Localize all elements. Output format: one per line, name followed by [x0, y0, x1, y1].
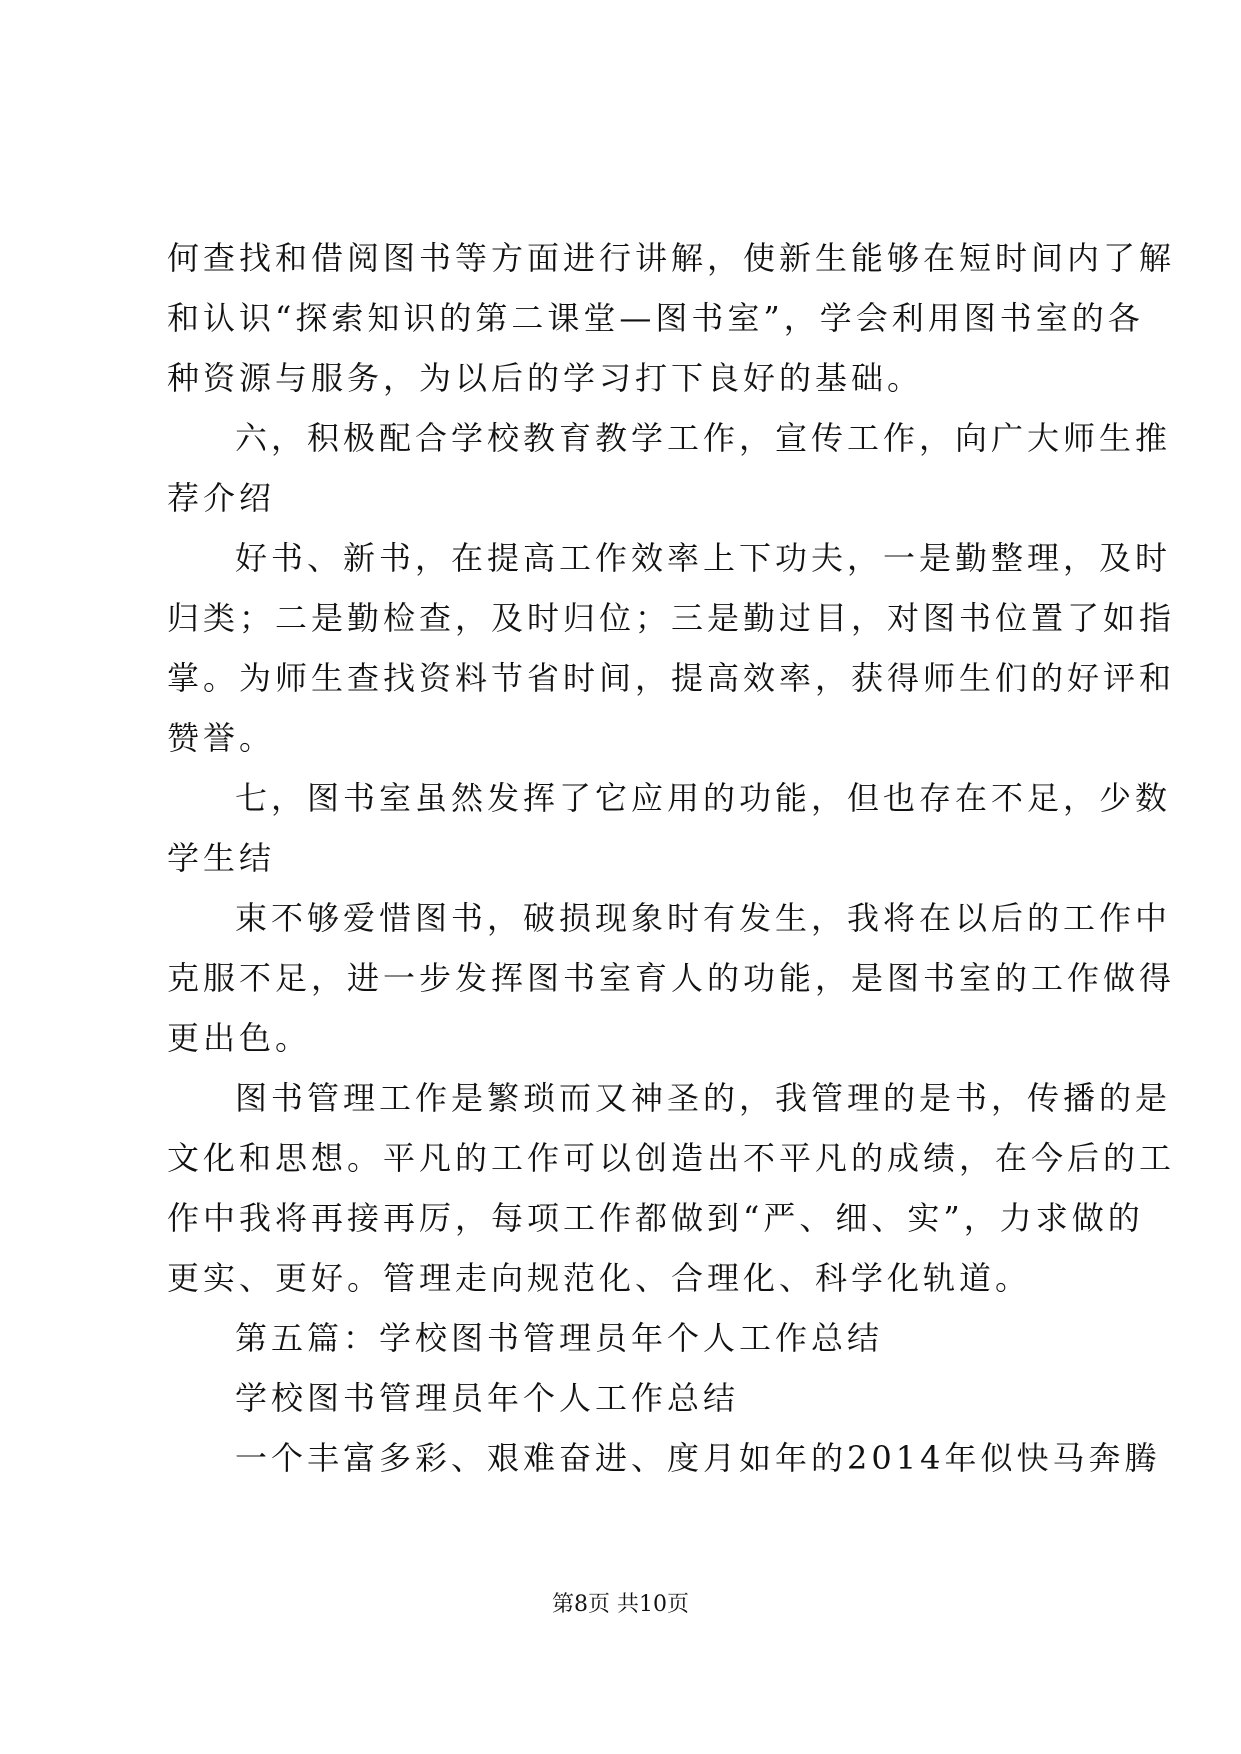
- text-line: 六，积极配合学校教育教学工作，宣传工作，向广大师生推: [235, 419, 1172, 457]
- text-line: 归类；二是勤检查，及时归位；三是勤过目，对图书位置了如指: [167, 599, 1176, 637]
- text-line: 学生结: [167, 839, 276, 877]
- text-line: 图书管理工作是繁琐而又神圣的，我管理的是书，传播的是: [235, 1079, 1172, 1117]
- section-subheading: 学校图书管理员年个人工作总结: [235, 1379, 740, 1417]
- text-line: 何查找和借阅图书等方面进行讲解，使新生能够在短时间内了解: [167, 239, 1176, 277]
- text-line: 作中我将再接再厉，每项工作都做到“严、细、实”，力求做的: [167, 1199, 1144, 1237]
- text-line: 赞誉。: [167, 719, 276, 757]
- text-line: 克服不足，进一步发挥图书室育人的功能，是图书室的工作做得: [167, 959, 1176, 997]
- text-line: 和认识“探索知识的第二课堂—图书室”，学会利用图书室的各: [167, 299, 1144, 337]
- text-line: 更出色。: [167, 1019, 312, 1057]
- text-line: 束不够爱惜图书，破损现象时有发生，我将在以后的工作中: [235, 899, 1172, 937]
- text-line: 好书、新书，在提高工作效率上下功夫，一是勤整理，及时: [235, 539, 1172, 577]
- text-line: 更实、更好。管理走向规范化、合理化、科学化轨道。: [167, 1259, 1032, 1297]
- text-line: 七，图书室虽然发挥了它应用的功能，但也存在不足，少数: [235, 779, 1172, 817]
- body-text: [167, 228, 1176, 1488]
- text-line: 种资源与服务，为以后的学习打下良好的基础。: [167, 359, 924, 397]
- text-line: 文化和思想。平凡的工作可以创造出不平凡的成绩，在今后的工: [167, 1139, 1176, 1177]
- text-line: 一个丰富多彩、艰难奋进、度月如年的2014年似快马奔腾: [235, 1439, 1161, 1477]
- section-heading: 第五篇：学校图书管理员年个人工作总结: [235, 1319, 884, 1357]
- text-line: 掌。为师生查找资料节省时间，提高效率，获得师生们的好评和: [167, 659, 1176, 697]
- text-line: 荐介绍: [167, 479, 276, 517]
- page-number-footer: 第8页 共10页: [552, 1592, 689, 1617]
